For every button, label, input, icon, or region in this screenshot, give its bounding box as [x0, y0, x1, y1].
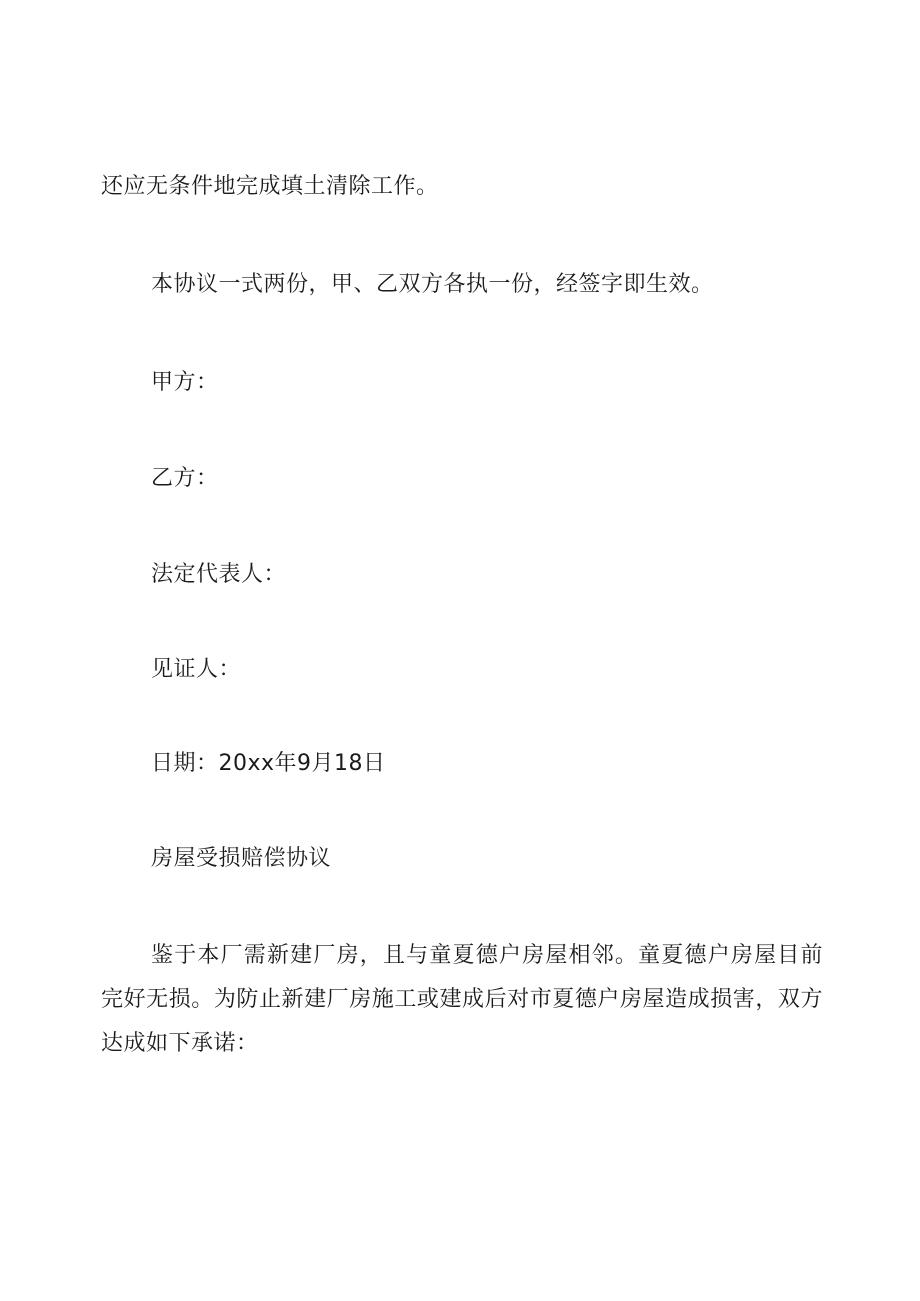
witness-label: 见证人：	[151, 657, 242, 682]
party-b-label: 乙方：	[151, 466, 219, 491]
copies-clause: 本协议一式两份，甲、乙双方各执一份，经签字即生效。	[151, 272, 714, 297]
agreement-intro-paragraph: 鉴于本厂需新建厂房，且与童夏德户房屋相邻。童夏德户房屋目前完好无损。为防止新建厂房施工或建成后对市夏德户房屋造成损害，双方达成如下承诺：	[101, 943, 823, 1056]
agreement-title: 房屋受损赔偿协议	[151, 846, 332, 871]
legal-representative-label: 法定代表人：	[151, 562, 287, 587]
party-a-label: 甲方：	[151, 370, 219, 395]
date-line: 日期：20xx年9月18日	[151, 751, 386, 776]
continuation-line: 还应无条件地完成填土清除工作。	[101, 174, 439, 199]
